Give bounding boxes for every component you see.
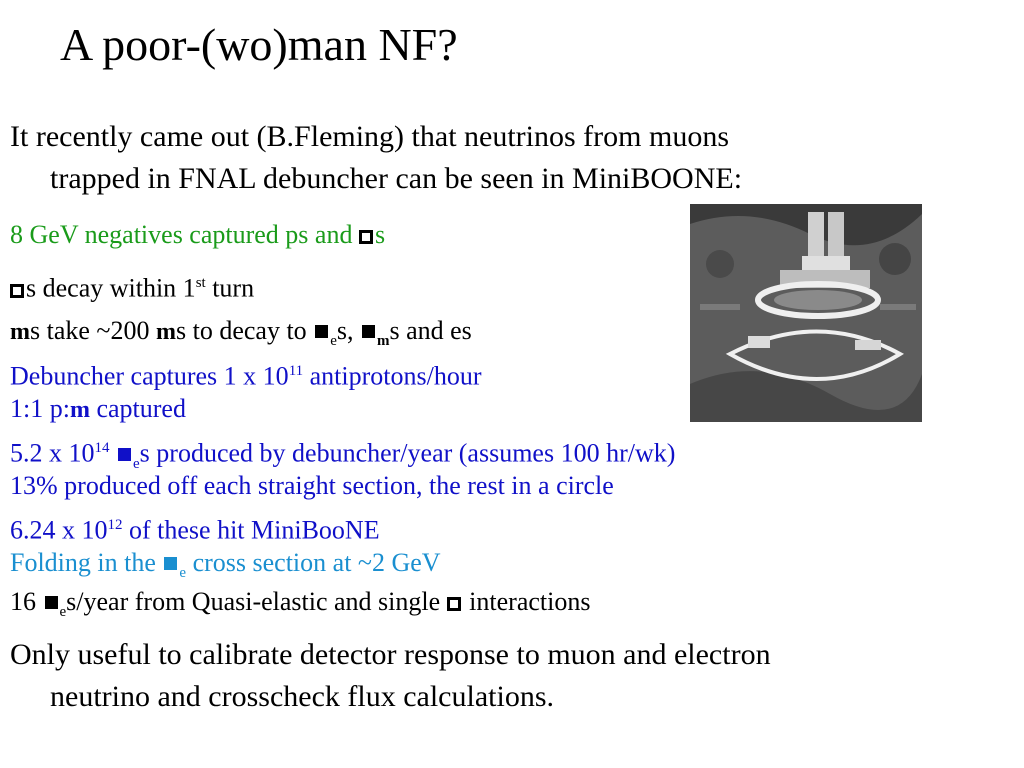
line-straight: 13% produced off each straight section, the rest in a circle	[10, 471, 614, 500]
line-produced-sub: e	[133, 455, 140, 472]
slide-title: A poor-(wo)man NF?	[60, 19, 458, 70]
line-sixteen-mid: s/year from Quasi-elastic and single	[66, 587, 447, 616]
intro-line-2: trapped in FNAL debuncher can be seen in MiniBOONE:	[50, 162, 743, 195]
line-debuncher-sup: 11	[288, 363, 304, 379]
intro-bullet	[10, 116, 1020, 200]
line-gev-suffix: s	[374, 220, 386, 249]
line-gev-text: 8 GeV negatives captured ps and	[10, 220, 359, 249]
line-sixteen	[10, 587, 590, 627]
intro-line-1: It recently came out (B.Fleming) that neutrinos from muons	[10, 120, 730, 153]
line-mu	[10, 316, 472, 356]
line-decay-sup: st	[195, 275, 206, 291]
line-folding-text: Folding in the	[10, 548, 163, 577]
line-ratio-text: 1:1 p:	[10, 394, 70, 423]
line-produced-sup: 14	[94, 440, 110, 456]
open-square-icon	[10, 284, 24, 298]
line-debuncher-suffix: antiprotons/hour	[303, 361, 482, 391]
line-hit	[10, 510, 380, 546]
mu-symbol-icon: m	[69, 397, 90, 423]
line-debuncher-text: Debuncher captures 1 x 10	[10, 361, 289, 391]
line-mu-b: s to decay to	[176, 316, 314, 345]
conclusion-line-1: Only useful to calibrate detector response to muon and electron	[10, 638, 771, 671]
line-mu-d: s and es	[389, 316, 472, 345]
line-folding	[10, 548, 441, 588]
filled-square-icon	[118, 448, 131, 461]
filled-square-icon	[362, 325, 375, 338]
line-gev	[10, 220, 385, 250]
line-debuncher	[10, 356, 482, 392]
filled-square-icon	[315, 325, 328, 338]
line-folding-suffix: cross section at ~2 GeV	[186, 548, 441, 577]
line-decay	[10, 268, 254, 304]
line-decay-suffix: turn	[205, 273, 255, 303]
line-sixteen-sub: e	[59, 604, 67, 621]
line-mu-a: s take ~200	[30, 316, 156, 345]
line-hit-suffix: of these hit MiniBooNE	[122, 515, 380, 545]
mu-symbol-icon: m	[10, 319, 30, 345]
open-square-icon	[447, 597, 461, 611]
line-mu-sub-mu: m	[376, 333, 390, 350]
open-square-icon	[359, 230, 373, 244]
line-hit-text: 6.24 x 10	[10, 515, 108, 545]
line-sixteen-suffix: interactions	[462, 587, 591, 616]
line-ratio-suffix: captured	[89, 394, 186, 423]
line-produced-suffix: s produced by debuncher/year (assumes 100 hr/wk)	[139, 438, 676, 468]
line-sixteen-text: 16	[10, 587, 43, 616]
aerial-photo-graphic	[690, 204, 922, 422]
line-mu-c: s,	[336, 316, 360, 345]
line-folding-sub: e	[179, 565, 187, 582]
conclusion-line-2: neutrino and crosscheck flux calculations.	[50, 680, 554, 713]
line-produced-text: 5.2 x 10	[10, 438, 95, 468]
line-hit-sup: 12	[107, 517, 123, 533]
line-decay-text: s decay within 1	[26, 273, 196, 303]
conclusion-bullet	[10, 634, 1020, 718]
aerial-photo-fermilab	[690, 204, 922, 422]
line-ratio	[10, 394, 186, 425]
mu-symbol-icon: m	[156, 319, 176, 345]
line-mu-sub-e: e	[330, 333, 337, 350]
filled-square-icon	[45, 596, 58, 609]
filled-square-icon	[164, 557, 177, 570]
